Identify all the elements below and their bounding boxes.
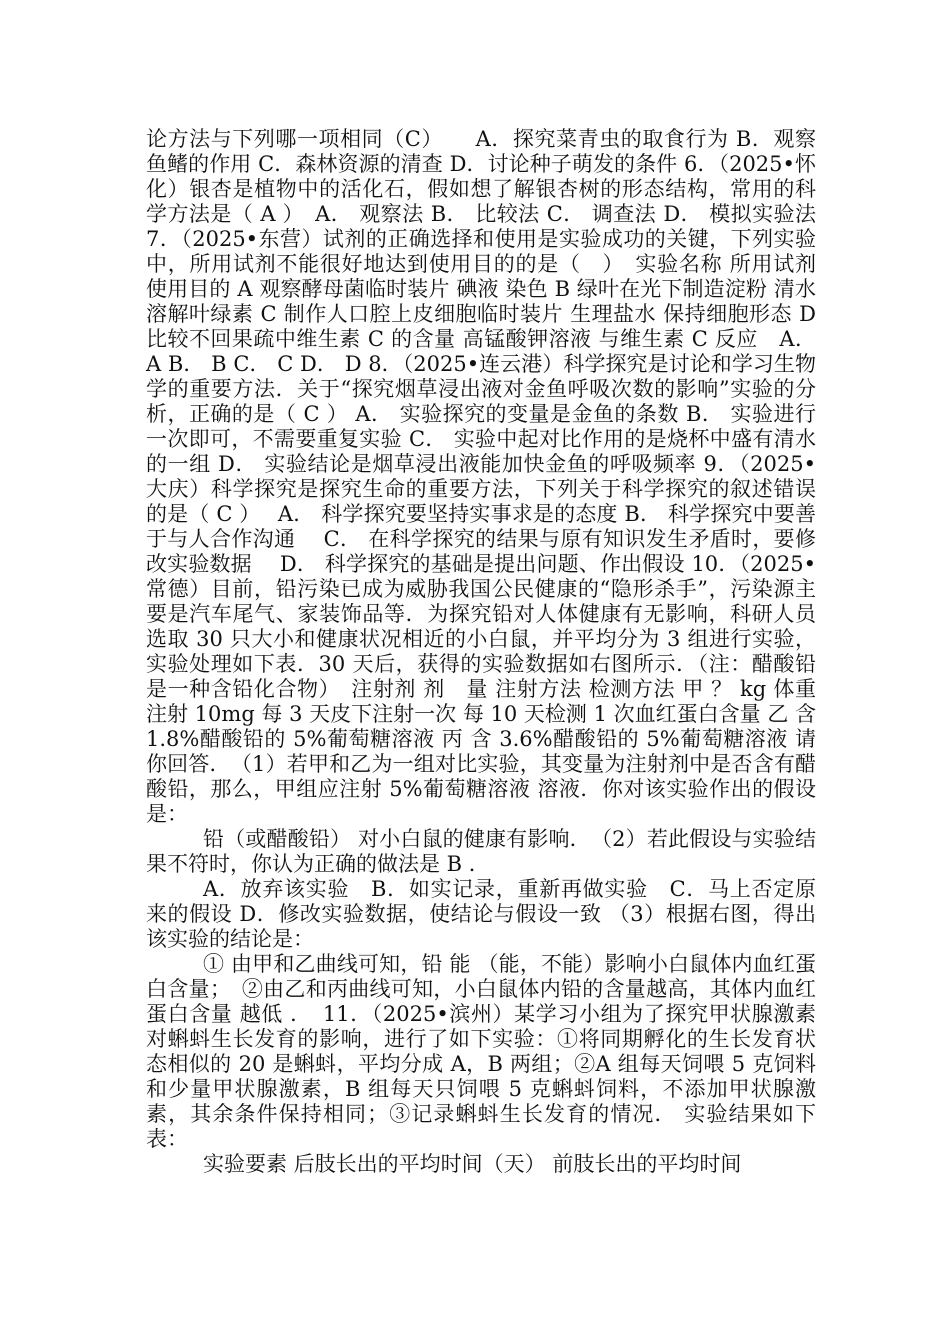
paragraph-3: A．放弃该实验 B．如实记录，重新再做实验 C．马上否定原来的假设 D．修改实验数据，使结论与假设一致 （3）根据右图，得出该实验的结论是：	[146, 877, 816, 951]
body-text	[146, 127, 816, 1177]
paragraph-1: 论方法与下列哪一项相同（C） A．探究菜青虫的取食行为 B．观察鱼鳍的作用 C．森林资源的清查 D．讨论种子萌发的条件 6．（2025•怀化）银杏是植物中的活化石，假如想了解银杏树的形态结构，常用的科学方法是（ A ） A． 观察法 B． 比较法 C． 调查法 D． 模拟实验法 7．（2025•东营）试剂的正确选择和使用是实验成功的关键，下列实验中，所用试剂不能很好地达到使用目的的是（ ） 实验名称 所用试剂 使用目的 A 观察酵母菌临时装片 碘液 染色 B 绿叶在光下制造淀粉 清水 溶解叶绿素 C 制作人口腔上皮细胞临时装片 生理盐水 保持细胞形态 D 比较不回果疏中维生素 C 的含量 高锰酸钾溶液 与维生素 C 反应 A． A B． B C． C D． D 8．（2025•连云港）科学探究是讨论和学习生物学的重要方法．关于“探究烟草浸出液对金鱼呼吸次数的影响”实验的分析，正确的是（ C ） A． 实验探究的变量是金鱼的条数 B． 实验进行一次即可，不需要重复实验 C． 实验中起对比作用的是烧杯中盛有清水的一组 D． 实验结论是烟草浸出液能加快金鱼的呼吸频率 9．（2025•大庆）科学探究是探究生命的重要方法，下列关于科学探究的叙述错误的是（ C ） A． 科学探究要坚持实事求是的态度 B． 科学探究中要善于与人合作沟通 C． 在科学探究的结果与原有知识发生矛盾时，要修改实验数据 D． 科学探究的基础是提出问题、作出假设 10．（2025•常德）目前，铅污染已成为威胁我国公民健康的“隐形杀手”，污染源主要是汽车尾气、家装饰品等．为探究铅对人体健康有无影响，科研人员选取 30 只大小和健康状况相近的小白鼠，并平均分为 3 组进行实验，实验处理如下表．30 天后，获得的实验数据如右图所示．（注：醋酸铅是一种含铅化合物） 注射剂 剂 量 注射方法 检测方法 甲 ？ kg 体重 注射 10mg 每 3 天皮下注射一次 每 10 天检测 1 次血红蛋白含量 乙 含 1.8%醋酸铅的 5%葡萄糖溶液 丙 含 3.6%醋酸铅的 5%葡萄糖溶液 请你回答． （1）若甲和乙为一组对比实验，其变量为注射剂中是否含有醋酸铅，那么，甲组应注射 5%葡萄糖溶液 溶液．你对该实验作出的假设是：	[146, 127, 816, 826]
paragraph-5: 实验要素 后肢长出的平均时间（天） 前肢长出的平均时间	[203, 1152, 742, 1176]
paragraph-2: 铅（或醋酸铅） 对小白鼠的健康有影响． （2）若此假设与实验结果不符时，你认为正确的做法是 B ．	[146, 827, 816, 876]
paragraph-4: ① 由甲和乙曲线可知，铅 能 （能，不能）影响小白鼠体内血红蛋白含量； ②由乙和丙曲线可知，小白鼠体内铅的含量越高，其体内血红蛋白含量 越低 ． 11．（2025•滨州）某学习小组为了探究甲状腺激素对蝌蚪生长发育的影响，进行了如下实验：①将同期孵化的生长发育状态相似的 20 是蝌蚪，平均分成 A，B 两组；②A 组每天饲喂 5 克饲料和少量甲状腺激素，B 组每天只饲喂 5 克蝌蚪饲料，不添加甲状腺激素，其余条件保持相同；③记录蝌蚪生长发育的情况． 实验结果如下表：	[146, 952, 816, 1151]
